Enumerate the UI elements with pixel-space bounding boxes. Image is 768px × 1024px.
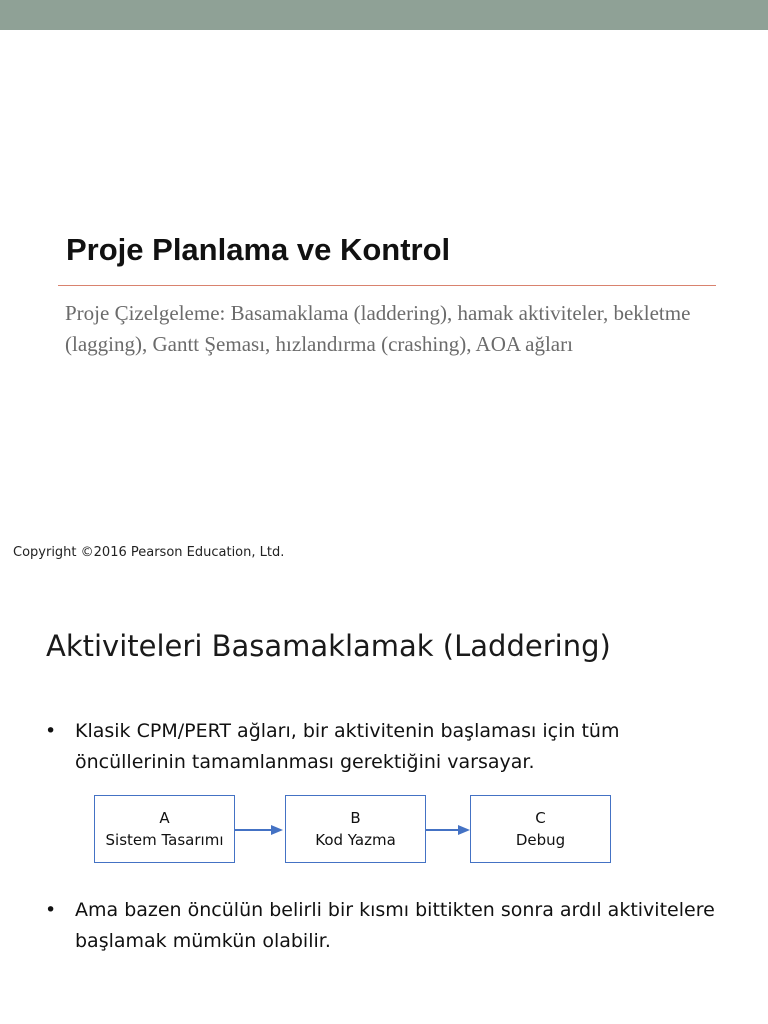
title-divider <box>58 285 716 286</box>
bullet-item <box>45 895 725 957</box>
node-letter: B <box>350 809 361 827</box>
node-letter: C <box>535 809 546 827</box>
top-accent-bar <box>0 0 768 30</box>
arrow-right-icon <box>235 820 285 840</box>
slide-title: Proje Planlama ve Kontrol <box>66 232 451 267</box>
arrow-right-icon <box>426 820 472 840</box>
section-heading: Aktiviteleri Basamaklamak (Laddering) <box>46 629 611 663</box>
bullet-dot-icon: • <box>45 899 57 921</box>
bullet-dot-icon: • <box>45 720 57 742</box>
node-label: Sistem Tasarımı <box>105 831 224 849</box>
bullet-item <box>45 716 725 778</box>
bullet-text: Ama bazen öncülün belirli bir kısmı bittikten sonra ardıl aktivitelere başlamak mümkün olabilir. <box>75 899 715 952</box>
node-label: Debug <box>515 831 566 849</box>
activity-node-a <box>94 795 235 863</box>
copyright-notice: Copyright ©2016 Pearson Education, Ltd. <box>13 545 285 560</box>
node-letter: A <box>159 809 170 827</box>
activity-node-c <box>470 795 611 863</box>
activity-node-b <box>285 795 426 863</box>
node-label: Kod Yazma <box>315 831 396 849</box>
slide-subtitle: Proje Çizelgeleme: Basamaklama (laddering), hamak aktiviteler, bekletme (lagging), Gantt Şeması, hızlandırma (crashing), AOA ağları <box>65 301 691 356</box>
bullet-text: Klasik CPM/PERT ağları, bir aktivitenin başlaması için tüm öncüllerinin tamamlanması gerektiğini varsayar. <box>75 720 620 773</box>
